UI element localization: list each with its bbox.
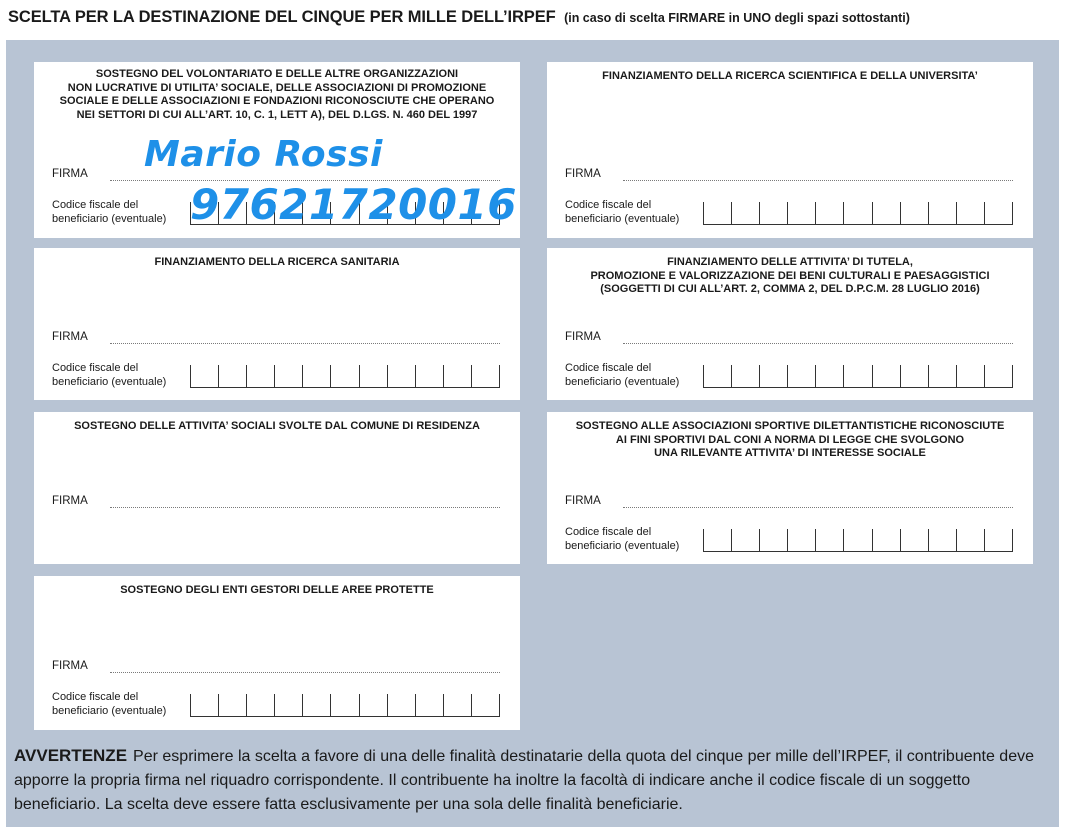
codice-fiscale-grid[interactable] xyxy=(190,365,500,388)
firma-label: FIRMA xyxy=(565,331,601,343)
box-title xyxy=(34,256,520,270)
title-line: FINANZIAMENTO DELLA RICERCA SCIENTIFICA E DELLA UNIVERSITA’ xyxy=(602,70,978,82)
cf-label-line: beneficiario (eventuale) xyxy=(565,376,680,388)
form-title: SCELTA PER LA DESTINAZIONE DEL CINQUE PER MILLE DELL’IRPEF xyxy=(8,8,556,26)
box-associazioni-sportive xyxy=(547,412,1033,564)
cf-label-line: beneficiario (eventuale) xyxy=(565,213,680,225)
cf-label xyxy=(565,361,679,389)
warning-text: Per esprimere la scelta a favore di una delle finalità destinatarie della quota del cinque per mille dell’IRPEF, il contribuente deve apporre la propria firma nel riquadro corrispondente. Il contribuente ha inoltre la facoltà di indicare anche il codice fiscale di un soggetto beneficiario. La scelta deve essere fatta esclusivamente per una sola delle finalità beneficiarie. xyxy=(14,748,1034,813)
firma-label: FIRMA xyxy=(52,331,88,343)
box-aree-protette xyxy=(34,576,520,730)
form-instruction: (in caso di scelta FIRMARE in UNO degli spazi sottostanti) xyxy=(564,11,910,25)
cf-label xyxy=(565,525,679,553)
box-volontariato xyxy=(34,62,520,238)
codice-fiscale-grid[interactable] xyxy=(190,694,500,717)
box-title xyxy=(34,420,520,434)
cf-label xyxy=(565,198,679,226)
box-title xyxy=(547,420,1033,461)
cf-label xyxy=(52,198,166,226)
choice-panel xyxy=(6,40,1059,827)
signature-line[interactable] xyxy=(110,343,500,344)
title-line: SOCIALE E DELLE ASSOCIAZIONI E FONDAZIONI RICONOSCIUTE CHE OPERANO xyxy=(59,95,495,107)
cf-label-line: beneficiario (eventuale) xyxy=(52,213,167,225)
signature-line[interactable] xyxy=(110,672,500,673)
cf-label-line: Codice fiscale del xyxy=(565,362,652,374)
warning-title: AVVERTENZE xyxy=(14,746,128,765)
box-title xyxy=(547,256,1033,297)
cf-label-line: Codice fiscale del xyxy=(52,691,139,703)
warning-notice xyxy=(14,744,1050,817)
codice-fiscale-grid[interactable] xyxy=(703,365,1013,388)
codice-fiscale-grid[interactable] xyxy=(703,202,1013,225)
box-title xyxy=(34,584,520,598)
cf-label-line: Codice fiscale del xyxy=(565,199,652,211)
title-line: NON LUCRATIVE DI UTILITA’ SOCIALE, DELLE ASSOCIAZIONI DI PROMOZIONE xyxy=(67,81,487,94)
signature-line[interactable] xyxy=(623,507,1013,508)
box-ricerca-scientifica xyxy=(547,62,1033,238)
codice-fiscale-grid[interactable] xyxy=(703,529,1013,552)
box-comune-residenza xyxy=(34,412,520,564)
title-line: SOSTEGNO DEL VOLONTARIATO E DELLE ALTRE ORGANIZZAZIONI xyxy=(95,68,459,80)
box-beni-culturali xyxy=(547,248,1033,400)
title-line: SOSTEGNO DELLE ATTIVITA’ SOCIALI SVOLTE DAL COMUNE DI RESIDENZA xyxy=(74,420,480,432)
title-line: FINANZIAMENTO DELLA RICERCA SANITARIA xyxy=(154,256,400,268)
cf-label xyxy=(52,690,166,718)
cf-label-line: beneficiario (eventuale) xyxy=(565,540,680,552)
title-line: AI FINI SPORTIVI DAL CONI A NORMA DI LEGGE CHE SVOLGONO xyxy=(615,433,965,446)
cf-label-line: beneficiario (eventuale) xyxy=(52,705,167,717)
signature-line[interactable] xyxy=(110,507,500,508)
form-header xyxy=(8,8,1060,34)
cf-label-line: Codice fiscale del xyxy=(52,199,139,211)
handwritten-signature: Mario Rossi xyxy=(144,134,383,175)
signature-line[interactable] xyxy=(623,343,1013,344)
cf-label xyxy=(52,361,166,389)
title-line: PROMOZIONE E VALORIZZAZIONE DEI BENI CULTURALI E PAESAGGISTICI xyxy=(590,269,990,282)
cf-label-line: Codice fiscale del xyxy=(565,526,652,538)
title-line: (SOGGETTI DI CUI ALL’ART. 2, COMMA 2, DEL D.P.C.M. 28 LUGLIO 2016) xyxy=(600,283,980,295)
box-title xyxy=(547,70,1033,84)
title-line: UNA RILEVANTE ATTIVITA’ DI INTERESSE SOCIALE xyxy=(654,447,926,459)
signature-line[interactable] xyxy=(623,180,1013,181)
firma-label: FIRMA xyxy=(52,495,88,507)
box-title xyxy=(34,68,520,122)
firma-label: FIRMA xyxy=(565,495,601,507)
firma-label: FIRMA xyxy=(52,660,88,672)
title-line: SOSTEGNO DEGLI ENTI GESTORI DELLE AREE PROTETTE xyxy=(120,584,434,596)
box-ricerca-sanitaria xyxy=(34,248,520,400)
title-line: SOSTEGNO ALLE ASSOCIAZIONI SPORTIVE DILETTANTISTICHE RICONOSCIUTE xyxy=(575,420,1005,432)
cf-label-line: beneficiario (eventuale) xyxy=(52,376,167,388)
firma-label: FIRMA xyxy=(52,168,88,180)
cf-label-line: Codice fiscale del xyxy=(52,362,139,374)
firma-label: FIRMA xyxy=(565,168,601,180)
title-line: NEI SETTORI DI CUI ALL’ART. 10, C. 1, LETT A), DEL D.LGS. N. 460 DEL 1997 xyxy=(76,108,478,121)
title-line: FINANZIAMENTO DELLE ATTIVITA’ DI TUTELA, xyxy=(667,256,913,268)
handwritten-codice-fiscale: 97621720016 xyxy=(190,180,517,229)
